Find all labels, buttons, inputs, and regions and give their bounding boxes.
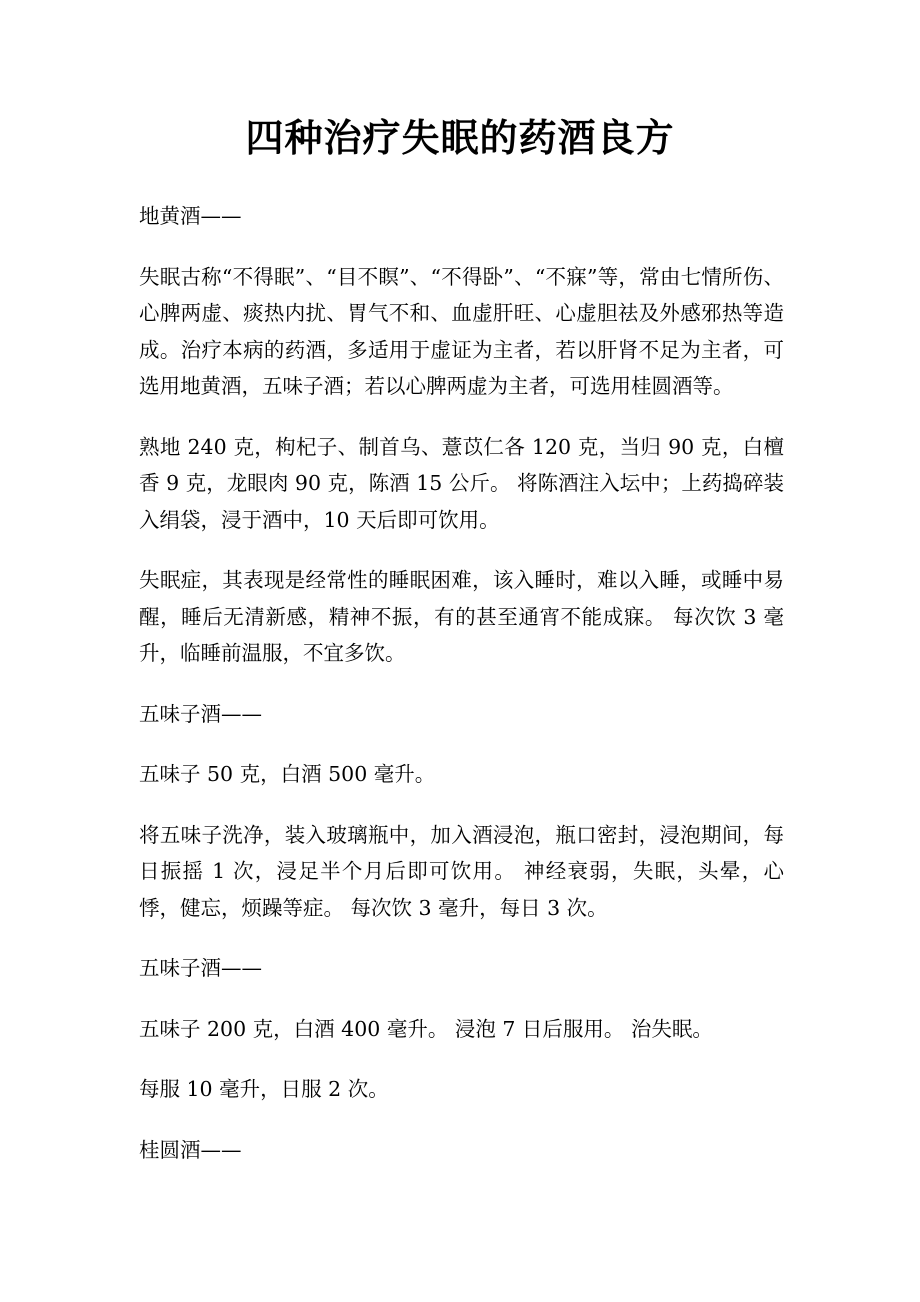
document-title: 四种治疗失眠的药酒良方 — [245, 115, 675, 160]
paragraph-intro: 失眠古称“不得眠”、“目不瞑”、“不得卧”、“不寐”等，常由七情所伤、心脾两虚、痰热内扰、胃气不和、血虚肝旺、心虚胆祛及外感邪热等造成。治疗本病的药酒，多适用于虚证为主者，若以肝肾不足为主者，可选用地黄酒，五味子酒；若以心脾两虚为主者，可选用桂圆酒等。 — [139, 264, 784, 398]
section-heading-wuweizi-1: 五味子酒—— — [139, 701, 262, 726]
section-heading-wuweizi-2: 五味子酒—— — [139, 956, 262, 980]
paragraph-dihuang-recipe: 熟地 240 克，枸杞子、制首乌、薏苡仁各 120 克，当归 90 克，白檀香 9 克，龙眼肉 90 克，陈酒 15 公斤。 将陈酒注入坛中；上药捣碎装入绢袋，浸于酒中，10 天后即可饮用。 — [139, 434, 784, 532]
paragraph-wuweizi-1-method: 将五味子洗净，装入玻璃瓶中，加入酒浸泡，瓶口密封，浸泡期间，每日振摇 1 次，浸足半个月后即可饮用。 神经衰弱，失眠，头晕，心悸，健忘，烦躁等症。 每次饮 3 毫升，每日 3 次。 — [139, 822, 784, 920]
paragraph-wuweizi-2-dosage: 每服 10 毫升，日服 2 次。 — [139, 1077, 389, 1101]
section-heading-dihuang: 地黄酒—— — [139, 204, 242, 228]
paragraph-wuweizi-2-recipe: 五味子 200 克，白酒 400 毫升。 浸泡 7 日后服用。 治失眠。 — [139, 1016, 713, 1041]
paragraph-dihuang-usage: 失眠症，其表现是经常性的睡眠困难，该入睡时，难以入睡，或睡中易醒，睡后无清新感，精神不振，有的甚至通宵不能成寐。 每次饮 3 毫升，临睡前温服，不宜多饮。 — [139, 568, 784, 665]
document-body — [139, 198, 784, 1192]
section-heading-guiyuan: 桂圆酒—— — [139, 1137, 242, 1162]
paragraph-wuweizi-1-ingredients: 五味子 50 克，白酒 500 毫升。 — [139, 762, 436, 786]
